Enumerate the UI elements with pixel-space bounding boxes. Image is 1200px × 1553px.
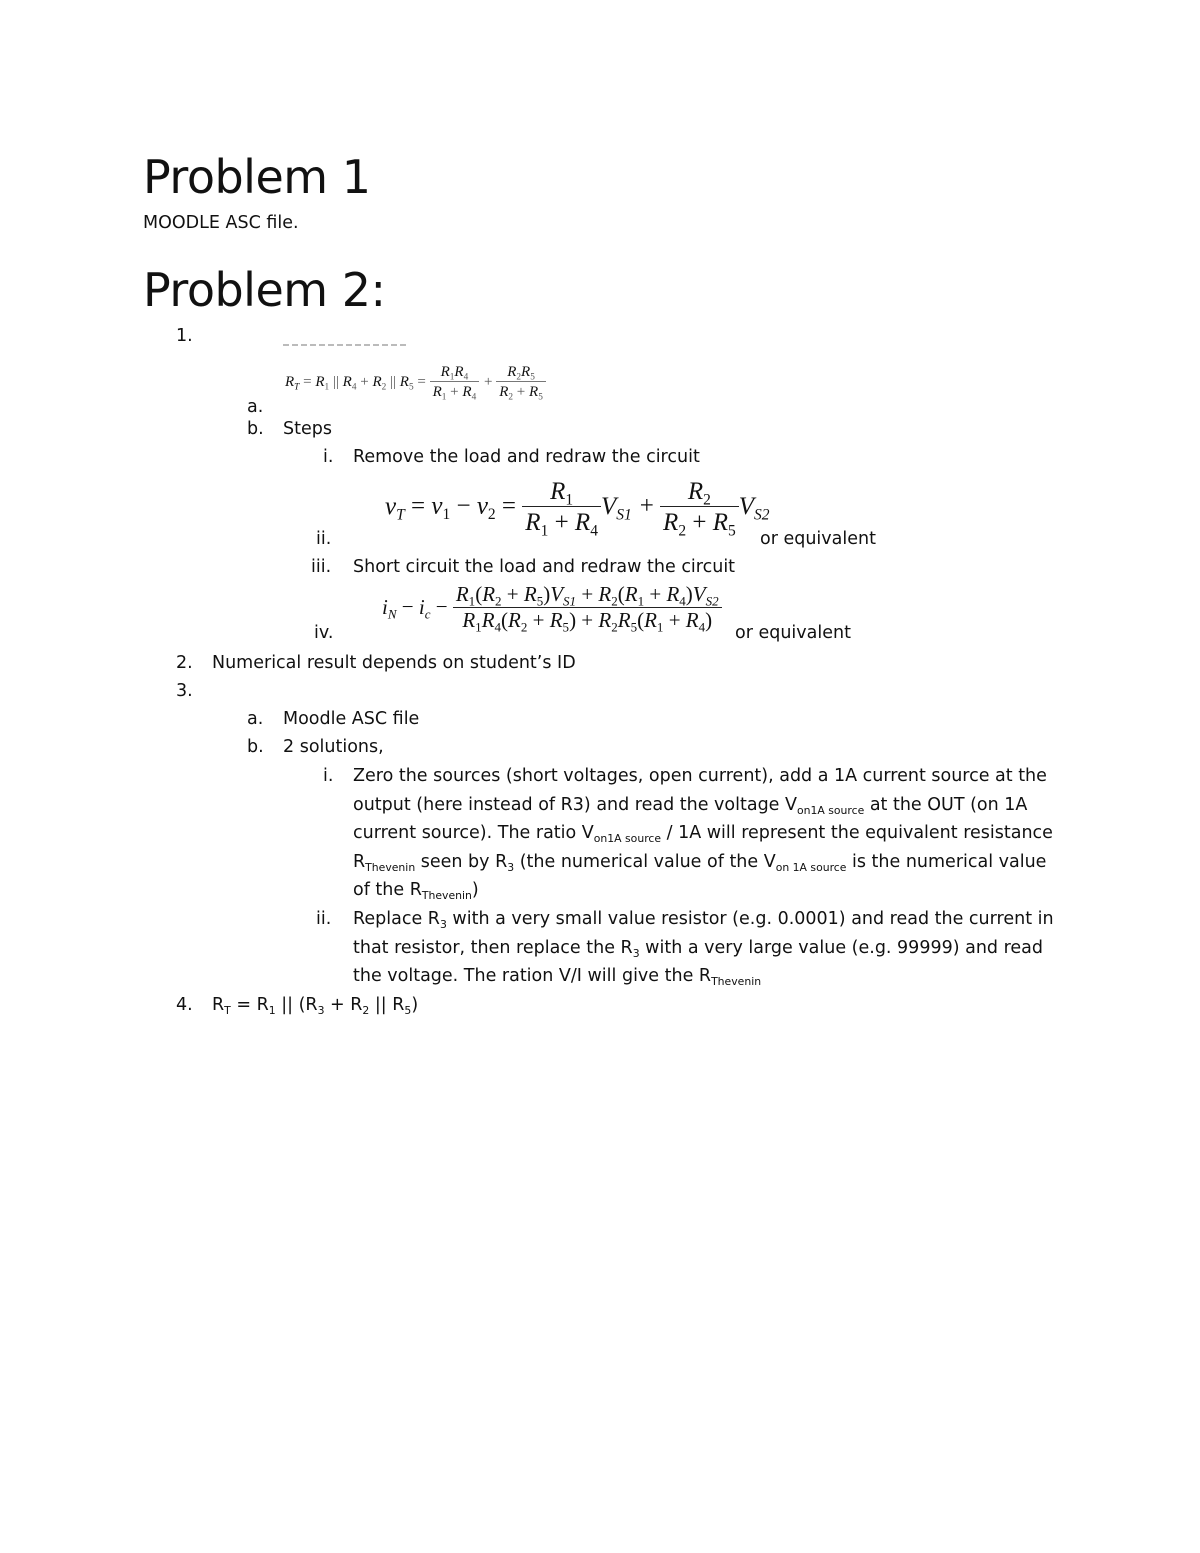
problem-1-text: MOODLE ASC file. — [143, 213, 299, 233]
equation-in: $i_N - i_c$ − $\frac{R_1(R_2 + R_5)V_{S1} + R_2(R_1 + R_4)V_{S2}}{R_1R_4(R_2 + R_5) + R_2R_5(R_1 + R_4)}$ — [382, 582, 722, 633]
roman-marker-iv: iv. — [314, 623, 334, 643]
solution-1-line-2: output (here instead of R3) and read the voltage $V_{on1A source}$ at the OUT (on 1A — [353, 794, 1028, 817]
solution-1-line-4: $R_{Thevenin}$ seen by $R_3$ (the numerical value of the $V_{on 1A source}$ is the numerical value — [353, 851, 1047, 874]
sublist-marker-b-3: b. — [247, 737, 264, 757]
roman-marker-ii-3: ii. — [316, 909, 332, 929]
problem-2-heading: Problem 2: — [143, 263, 386, 317]
or-equivalent-1: or equivalent — [760, 529, 876, 549]
solution-1-line-3: current source). The ratio $V_{on1A source} / 1A$ will represent the equivalent resistance — [353, 823, 1053, 845]
numerical-result-text: Numerical result depends on student’s ID — [212, 653, 576, 673]
rt-formula-text: $R_T = R_1$ || ($R_3 + R_2$ || $R_5$) — [212, 995, 419, 1017]
sublist-marker-a-3: a. — [247, 709, 264, 729]
list-number-4: 4. — [176, 995, 193, 1015]
list-number-2: 2. — [176, 653, 193, 673]
solution-1-line-1: Zero the sources (short voltages, open current), add a 1A current source at the — [353, 766, 1047, 786]
solution-1-paragraph — [353, 762, 1073, 905]
roman-marker-ii: ii. — [316, 529, 332, 549]
solution-2-paragraph — [353, 905, 1073, 991]
moodle-asc-file-text: Moodle ASC file — [283, 709, 420, 729]
equation-vt: $v_T = v_1 - v_2$ = $\frac{R_1}{R_1 + R_4}$ $V_{S1}$ + $\frac{R_2}{R_2 + R_5}$ $V_{S2}$ — [385, 478, 770, 540]
solution-2-line-1: Replace $R_3$ with a very small value resistor (e.g. 0.0001) and read the current in — [353, 909, 1054, 931]
solution-2-line-2: that resistor, then replace the $R_3$ with a very large value (e.g. 99999) and read — [353, 937, 1044, 960]
list-number-1: 1. — [176, 326, 193, 346]
sublist-marker-a: a. — [247, 397, 264, 417]
or-equivalent-2: or equivalent — [735, 623, 851, 643]
solution-2-line-3: the voltage. The ration V/I will give the $R_{Thevenin}$ — [353, 966, 762, 988]
cropped-caption-line — [283, 344, 407, 346]
step-short-circuit: Short circuit the load and redraw the circuit — [353, 557, 736, 577]
equation-rt: $R_T = R_1$ || $R_4 + R_2$ || $R_5$ = $\frac{R_1R_4}{R_1 + R_4}$ + $\frac{R_2R_5}{R_2 + R_5}$ — [285, 362, 546, 401]
two-solutions-text: 2 solutions, — [283, 737, 384, 757]
roman-marker-i-3: i. — [323, 766, 334, 786]
steps-label: Steps — [283, 419, 332, 439]
roman-marker-iii: iii. — [311, 557, 332, 577]
problem-1-heading: Problem 1 — [143, 150, 371, 204]
step-remove-load: Remove the load and redraw the circuit — [353, 447, 700, 467]
sublist-marker-b: b. — [247, 419, 264, 439]
list-number-3: 3. — [176, 681, 193, 701]
solution-1-line-5: of the $R_{Thevenin}$) — [353, 880, 479, 902]
roman-marker-i: i. — [323, 447, 334, 467]
